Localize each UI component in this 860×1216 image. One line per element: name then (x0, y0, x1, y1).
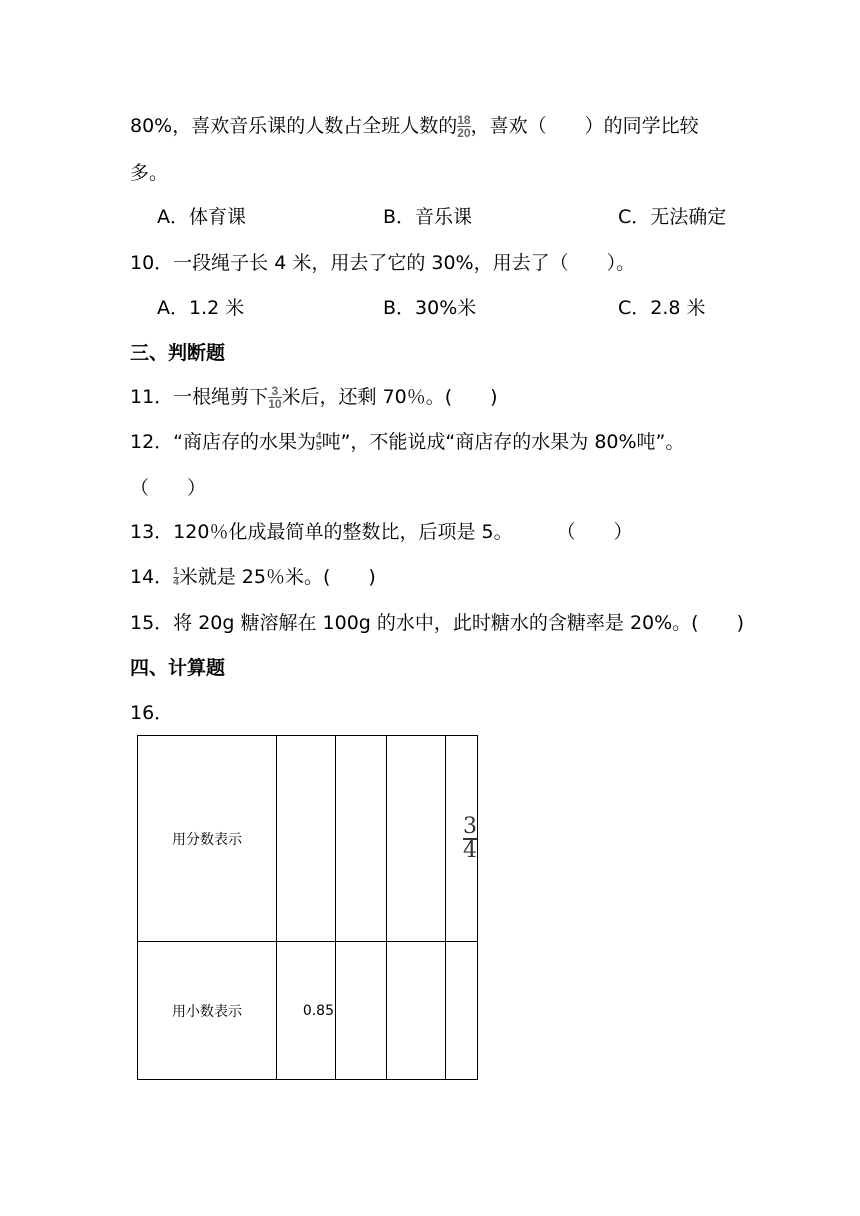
q12-answer-paren: （ ） (130, 477, 207, 499)
three-quarters-fraction: $\frac{3}{4}$ (463, 813, 477, 863)
q11-frac-num: 3 (271, 384, 279, 398)
q14-post: 米就是 25％米。( ) (178, 566, 376, 588)
q14-frac-den: 4 (173, 577, 179, 588)
decimal-cell-2[interactable] (336, 942, 387, 1080)
q11-fraction (268, 385, 281, 410)
decimal-cell-1: 0.85 (277, 942, 336, 1080)
q9-option-b: B．音乐课 (383, 206, 473, 228)
row-label-decimal: 用小数表示 (138, 942, 277, 1080)
q14-pre: 14． (130, 566, 174, 588)
q9-option-c: C．无法确定 (618, 206, 727, 228)
q13-text: 13．120％化成最简单的整数比，后项是 5。 (130, 521, 513, 543)
decimal-cell-4[interactable] (446, 942, 478, 1080)
table-row-fraction (138, 736, 478, 942)
q10-text: 10．一段绳子长 4 米，用去了它的 30%，用去了（ ）。 (130, 252, 636, 274)
fraction-cell-2[interactable] (336, 736, 387, 942)
q9-line2: 多。 (130, 162, 169, 184)
row-label-fraction: 用分数表示 (138, 736, 277, 942)
fraction-cell-4 (446, 736, 478, 942)
q14 (130, 565, 376, 589)
section-title-judgement: 三、判断题 (130, 342, 226, 364)
fraction-cell-1[interactable] (277, 736, 336, 942)
q14-frac-num: 1 (173, 566, 179, 577)
q10-option-a: A．1.2 米 (157, 297, 245, 319)
decimal-cell-3[interactable] (387, 942, 446, 1080)
q11 (130, 385, 498, 410)
q13 (130, 520, 633, 544)
q12 (130, 430, 684, 454)
q10-option-b: B．30%米 (383, 297, 477, 319)
q9-frac-num: 18 (457, 113, 471, 127)
q11-post: 米后，还剩 70％。( ) (281, 386, 498, 408)
q16-label: 16． (130, 702, 174, 724)
q12-frac-den: 5 (316, 442, 322, 453)
section-title-calculation: 四、计算题 (130, 657, 226, 679)
table-row-decimal (138, 942, 478, 1080)
conversion-table (137, 735, 478, 1080)
q15-text: 15．将 20g 糖溶解在 100g 的水中，此时糖水的含糖率是 20%。( ) (130, 612, 744, 634)
q9-option-a: A．体育课 (157, 206, 246, 228)
fraction-cell-3[interactable] (387, 736, 446, 942)
q12-frac-num: 4 (316, 431, 322, 442)
q11-pre: 11．一根绳剪下 (130, 386, 269, 408)
q13-answer-paren: （ ） (556, 521, 633, 543)
q10-option-c: C．2.8 米 (618, 297, 706, 319)
q12-post: 吨”，不能说成“商店存的水果为 80%吨”。 (321, 431, 685, 453)
q9-line1 (130, 114, 699, 139)
q9-frac-den: 20 (457, 126, 471, 140)
q9-text-part2: ，喜欢（ ）的同学比较 (470, 115, 699, 137)
q11-frac-den: 10 (268, 397, 282, 411)
q12-pre: 12．“商店存的水果为 (130, 431, 317, 453)
q9-fraction (457, 114, 470, 139)
q9-text-part1: 80%，喜欢音乐课的人数占全班人数的 (130, 115, 458, 137)
